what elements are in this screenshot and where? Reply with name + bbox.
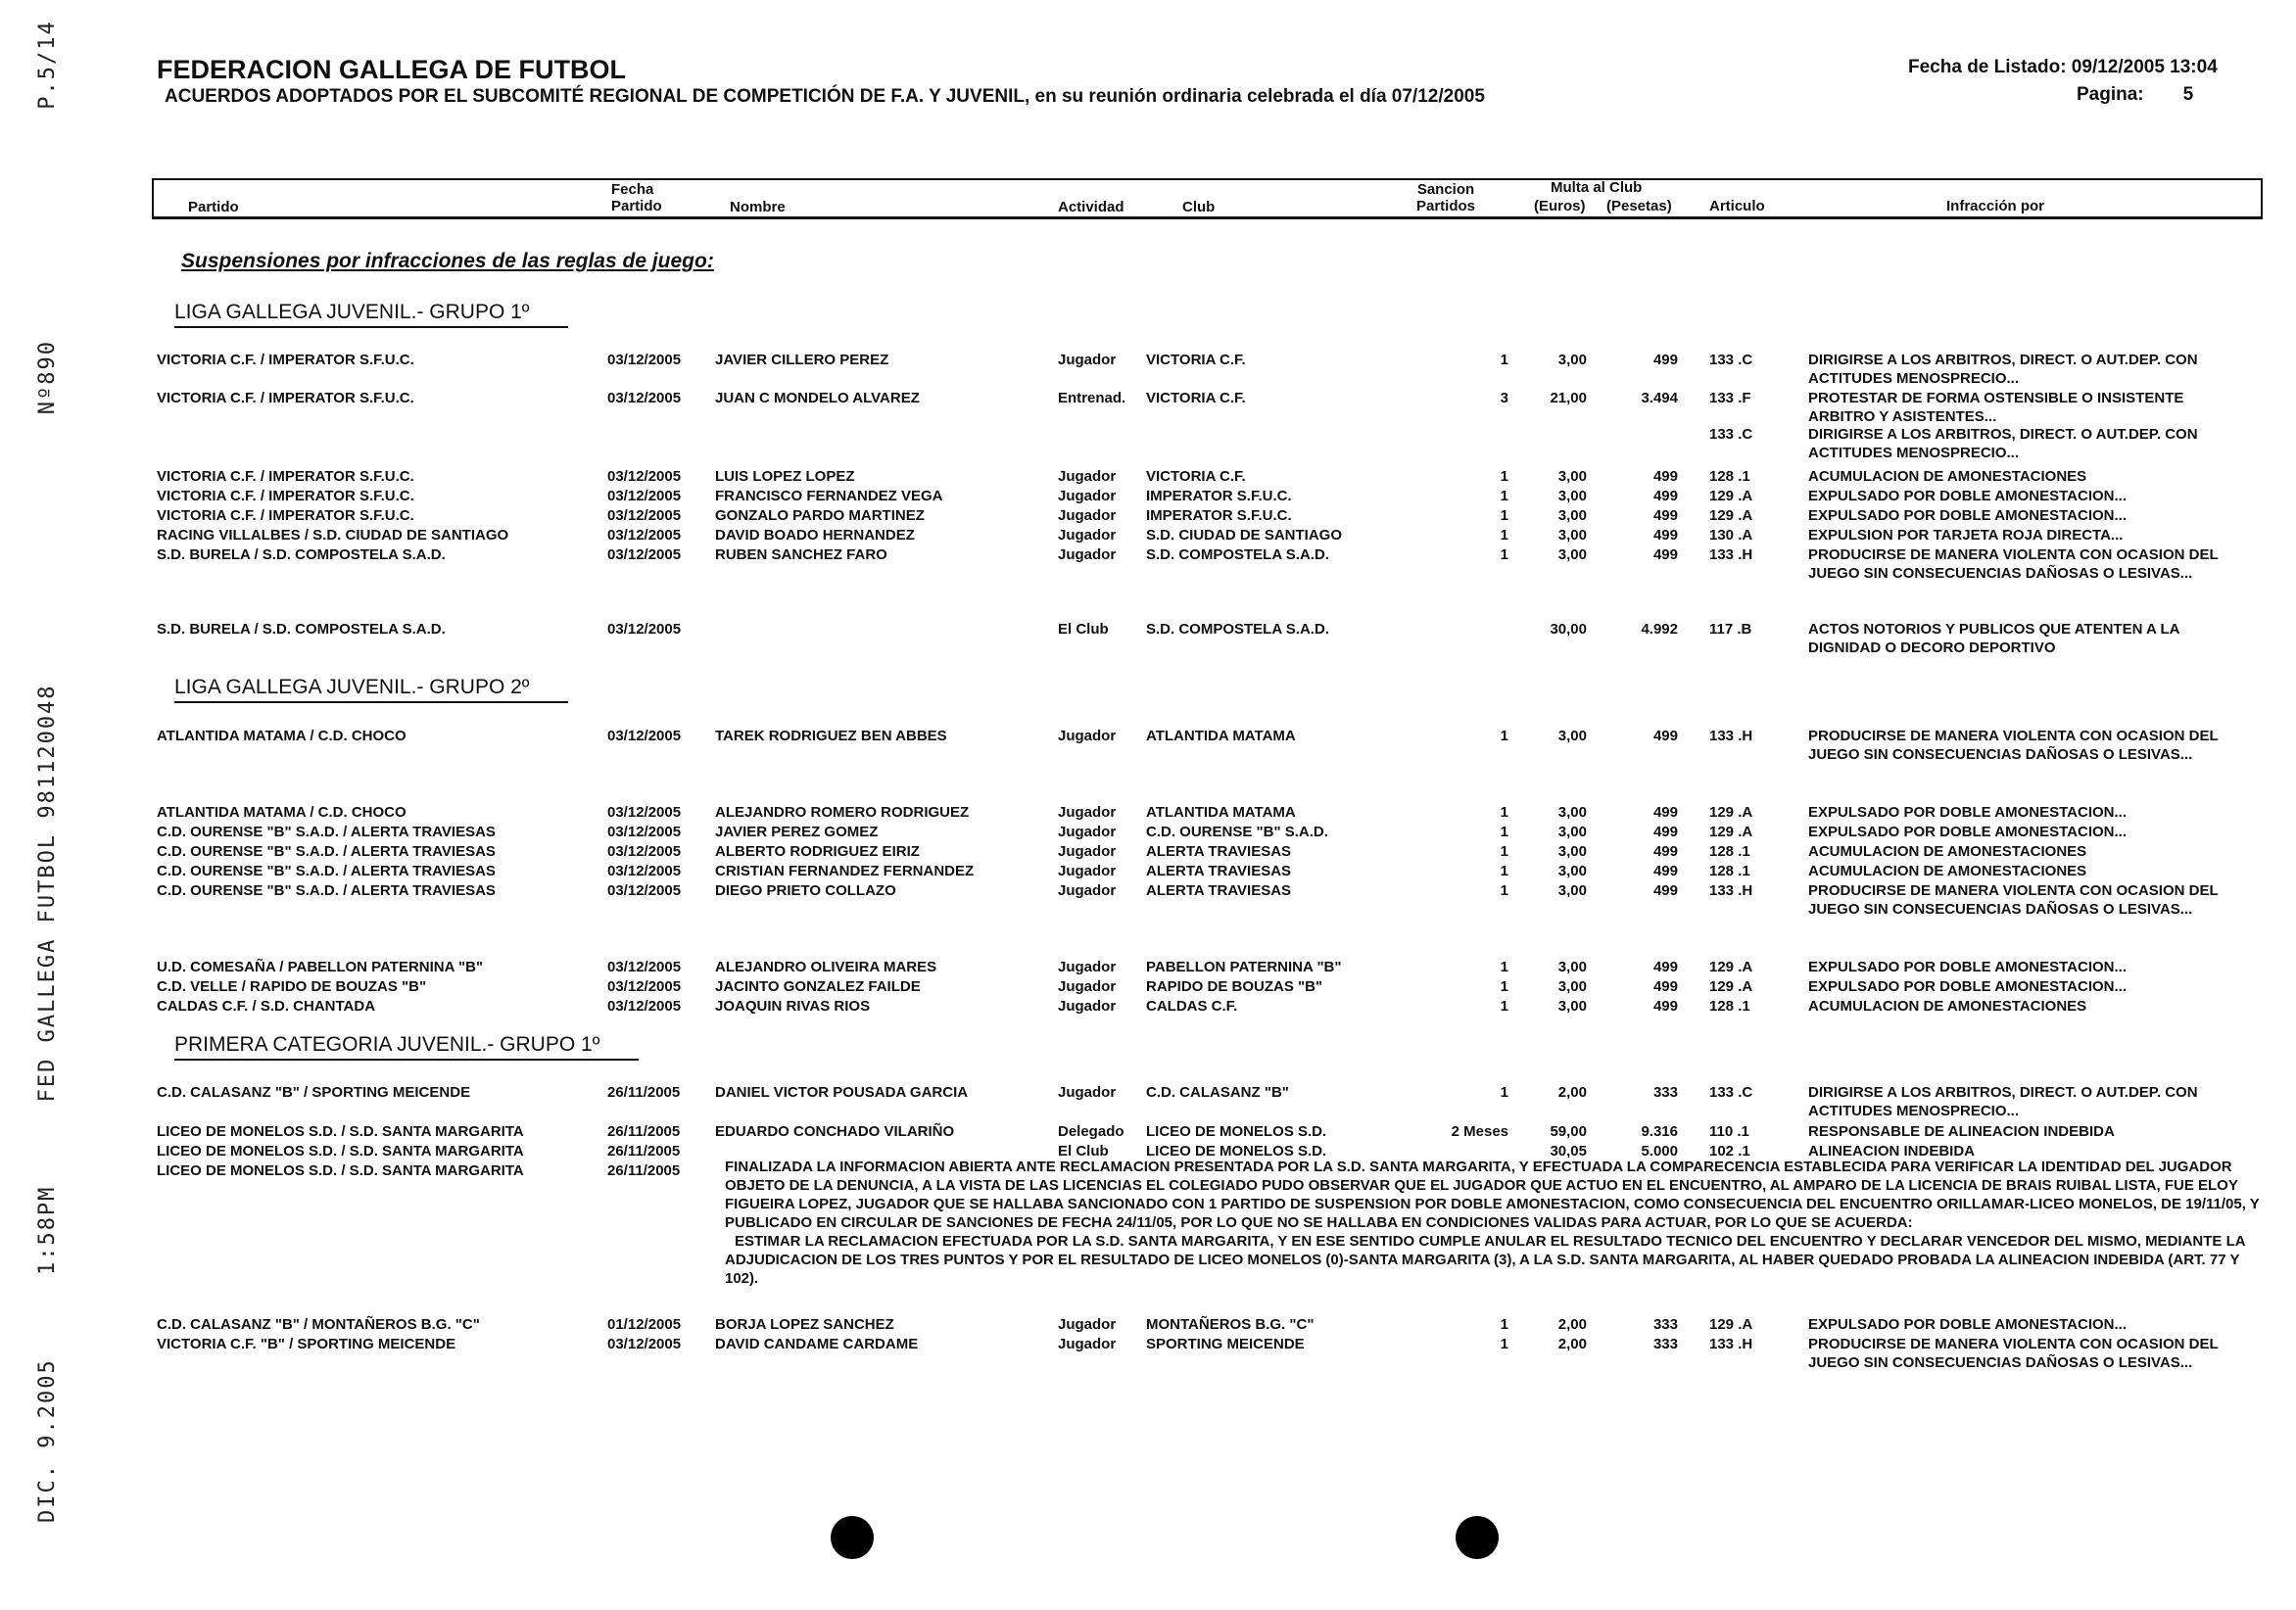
fax-number: Nº890 — [35, 339, 60, 415]
cell-articulo: 110 .1 — [1709, 1123, 1749, 1140]
col-euros: (Euros) — [1534, 198, 1586, 214]
cell-pesetas: 499 — [1652, 488, 1678, 504]
cell-infraccion: PRODUCIRSE DE MANERA VIOLENTA CON OCASION DEL JUEGO SIN CONSECUENCIAS DAÑOSAS O LESIVAS... — [1808, 728, 2219, 763]
cell-nombre: ALEJANDRO ROMERO RODRIGUEZ — [715, 804, 970, 821]
cell-sancion: 1 — [1500, 1084, 1508, 1101]
cell-sancion: 1 — [1500, 843, 1508, 860]
cell-actividad: Jugador — [1058, 843, 1117, 860]
cell-sancion: 1 — [1500, 824, 1508, 840]
cell-actividad: Jugador — [1058, 863, 1117, 879]
cell-fecha: 03/12/2005 — [607, 959, 682, 975]
cell-articulo: 133 .C — [1709, 426, 1753, 443]
cell-partido: C.D. OURENSE "B" S.A.D. / ALERTA TRAVIESAS — [157, 882, 496, 899]
cell-pesetas: 4.992 — [1641, 621, 1678, 638]
cell-actividad: El Club — [1058, 1143, 1109, 1160]
col-infraccion: Infracción por — [1946, 198, 2045, 214]
cell-euros: 3,00 — [1557, 998, 1587, 1015]
cell-actividad: Jugador — [1058, 882, 1117, 899]
col-nombre: Nombre — [730, 199, 786, 215]
cell-infraccion: DIRIGIRSE A LOS ARBITROS, DIRECT. O AUT.DEP. CON ACTITUDES MENOSPRECIO... — [1808, 1084, 2198, 1119]
cell-club: S.D. COMPOSTELA S.A.D. — [1146, 546, 1329, 563]
cell-euros: 3,00 — [1557, 468, 1587, 485]
cell-actividad: Jugador — [1058, 728, 1117, 744]
col-multa: Multa al Club — [1551, 179, 1643, 196]
cell-articulo: 128 .1 — [1709, 863, 1750, 879]
cell-infraccion: PRODUCIRSE DE MANERA VIOLENTA CON OCASION DEL JUEGO SIN CONSECUENCIAS DAÑOSAS O LESIVAS... — [1808, 1336, 2219, 1371]
cell-articulo: 133 .C — [1709, 1084, 1753, 1101]
cell-partido: LICEO DE MONELOS S.D. / S.D. SANTA MARGARITA — [157, 1143, 524, 1160]
col-sancion-1: Sancion — [1416, 181, 1475, 198]
cell-pesetas: 499 — [1652, 959, 1678, 975]
cell-pesetas: 499 — [1652, 507, 1678, 524]
cell-partido: C.D. OURENSE "B" S.A.D. / ALERTA TRAVIESAS — [157, 863, 496, 879]
cell-infraccion: EXPULSADO POR DOBLE AMONESTACION... — [1808, 824, 2128, 840]
cell-sancion: 1 — [1500, 998, 1508, 1015]
cell-partido: ATLANTIDA MATAMA / C.D. CHOCO — [157, 804, 407, 821]
col-sancion — [1416, 181, 1475, 214]
cell-euros: 3,00 — [1557, 804, 1587, 821]
cell-euros: 3,00 — [1557, 882, 1587, 899]
cell-nombre: ALEJANDRO OLIVEIRA MARES — [715, 959, 937, 975]
cell-articulo: 129 .A — [1709, 488, 1753, 504]
cell-articulo: 133 .H — [1709, 882, 1753, 899]
cell-pesetas: 499 — [1652, 863, 1678, 879]
cell-partido: C.D. VELLE / RAPIDO DE BOUZAS "B" — [157, 978, 427, 995]
cell-fecha: 01/12/2005 — [607, 1316, 682, 1333]
cell-articulo: 133 .H — [1709, 546, 1753, 563]
col-club: Club — [1182, 199, 1216, 215]
cell-club: S.D. CIUDAD DE SANTIAGO — [1146, 527, 1343, 544]
cell-fecha: 03/12/2005 — [607, 468, 682, 485]
cell-sancion: 1 — [1500, 352, 1508, 368]
cell-nombre: RUBEN SANCHEZ FARO — [715, 546, 887, 563]
cell-fecha: 03/12/2005 — [607, 507, 682, 524]
cell-nombre: DANIEL VICTOR POUSADA GARCIA — [715, 1084, 969, 1101]
cell-actividad: Jugador — [1058, 527, 1117, 544]
binder-hole — [831, 1516, 874, 1559]
cell-infraccion: EXPULSADO POR DOBLE AMONESTACION... — [1808, 488, 2128, 504]
cell-articulo: 129 .A — [1709, 804, 1753, 821]
cell-partido: LICEO DE MONELOS S.D. / S.D. SANTA MARGARITA — [157, 1162, 524, 1179]
resolution-text — [725, 1158, 2263, 1288]
cell-fecha: 03/12/2005 — [607, 728, 682, 744]
cell-club: IMPERATOR S.F.U.C. — [1146, 488, 1292, 504]
cell-pesetas: 499 — [1652, 527, 1678, 544]
cell-nombre: JAVIER PEREZ GOMEZ — [715, 824, 879, 840]
cell-euros: 30,05 — [1550, 1143, 1587, 1160]
cell-pesetas: 499 — [1652, 824, 1678, 840]
cell-partido: C.D. CALASANZ "B" / MONTAÑEROS B.G. "C" — [157, 1316, 480, 1333]
cell-nombre: LUIS LOPEZ LOPEZ — [715, 468, 855, 485]
cell-articulo: 133 .F — [1709, 390, 1751, 406]
cell-infraccion: ACUMULACION DE AMONESTACIONES — [1808, 843, 2087, 860]
cell-nombre: DAVID BOADO HERNANDEZ — [715, 527, 915, 544]
cell-fecha: 03/12/2005 — [607, 390, 682, 406]
cell-sancion: 1 — [1500, 1316, 1508, 1333]
cell-infraccion: EXPULSADO POR DOBLE AMONESTACION... — [1808, 507, 2128, 524]
cell-euros: 3,00 — [1557, 978, 1587, 995]
cell-sancion: 1 — [1500, 863, 1508, 879]
cell-infraccion: EXPULSION POR TARJETA ROJA DIRECTA... — [1808, 527, 2124, 544]
cell-actividad: Jugador — [1058, 998, 1117, 1015]
cell-articulo: 129 .A — [1709, 824, 1753, 840]
cell-actividad: Jugador — [1058, 1084, 1117, 1101]
cell-fecha: 03/12/2005 — [607, 978, 682, 995]
cell-infraccion: ACUMULACION DE AMONESTACIONES — [1808, 998, 2087, 1015]
cell-euros: 21,00 — [1550, 390, 1587, 406]
cell-articulo: 129 .A — [1709, 507, 1753, 524]
cell-articulo: 128 .1 — [1709, 468, 1750, 485]
cell-nombre: BORJA LOPEZ SANCHEZ — [715, 1316, 894, 1333]
cell-fecha: 03/12/2005 — [607, 527, 682, 544]
cell-actividad: Jugador — [1058, 1316, 1117, 1333]
cell-pesetas: 333 — [1652, 1336, 1678, 1352]
cell-nombre: EDUARDO CONCHADO VILARIÑO — [715, 1123, 955, 1140]
cell-fecha: 03/12/2005 — [607, 488, 682, 504]
cell-articulo: 130 .A — [1709, 527, 1753, 544]
cell-nombre: TAREK RODRIGUEZ BEN ABBES — [715, 728, 947, 744]
cell-partido: VICTORIA C.F. "B" / SPORTING MEICENDE — [157, 1336, 456, 1352]
cell-partido: RACING VILLALBES / S.D. CIUDAD DE SANTIAGO — [157, 527, 509, 544]
cell-infraccion: EXPULSADO POR DOBLE AMONESTACION... — [1808, 1316, 2128, 1333]
cell-nombre: JUAN C MONDELO ALVAREZ — [715, 390, 920, 406]
page-number — [2077, 84, 2193, 106]
cell-club: SPORTING MEICENDE — [1146, 1336, 1305, 1352]
cell-fecha: 03/12/2005 — [607, 352, 682, 368]
cell-club: C.D. OURENSE "B" S.A.D. — [1146, 824, 1328, 840]
cell-nombre: JOAQUIN RIVAS RIOS — [715, 998, 871, 1015]
cell-infraccion: PRODUCIRSE DE MANERA VIOLENTA CON OCASION DEL JUEGO SIN CONSECUENCIAS DAÑOSAS O LESIVAS... — [1808, 882, 2219, 918]
cell-club: RAPIDO DE BOUZAS "B" — [1146, 978, 1323, 995]
cell-sancion: 1 — [1500, 488, 1508, 504]
cell-nombre: DIEGO PRIETO COLLAZO — [715, 882, 896, 899]
cell-fecha: 03/12/2005 — [607, 998, 682, 1015]
group-title-1: LIGA GALLEGA JUVENIL.- GRUPO 1º — [174, 301, 568, 328]
cell-sancion: 1 — [1500, 978, 1508, 995]
cell-club: ALERTA TRAVIESAS — [1146, 863, 1292, 879]
cell-partido: S.D. BURELA / S.D. COMPOSTELA S.A.D. — [157, 621, 446, 638]
cell-articulo: 117 .B — [1709, 621, 1752, 638]
cell-pesetas: 499 — [1652, 546, 1678, 563]
page-label: Pagina: — [2077, 84, 2144, 105]
cell-sancion: 2 Meses — [1451, 1123, 1508, 1140]
col-fecha — [611, 181, 662, 214]
cell-partido: CALDAS C.F. / S.D. CHANTADA — [157, 998, 376, 1015]
resolution-paragraph-2: ESTIMAR LA RECLAMACION EFECTUADA POR LA S.D. SANTA MARGARITA, Y EN ESE SENTIDO CUMPLE ANULAR EL RESULTADO TECNICO DEL ENCUENTRO Y DECLARAR VENCEDOR DEL MISMO, MEDIANTE LA ADJUDICACION DE LOS TRES PUNTOS Y POR EL RESULTADO DE LICEO MONELOS (0)-SANTA MARGARITA (3), A LA S.D. SANTA MARGARITA, AL HABER QUEDADO PROBADA LA ALINEACION INDEBIDA (ART. 77 Y 102). — [725, 1233, 2246, 1287]
cell-euros: 3,00 — [1557, 728, 1587, 744]
cell-club: ALERTA TRAVIESAS — [1146, 882, 1292, 899]
cell-actividad: Jugador — [1058, 824, 1117, 840]
cell-pesetas: 5.000 — [1641, 1143, 1678, 1160]
cell-partido: VICTORIA C.F. / IMPERATOR S.F.U.C. — [157, 507, 414, 524]
cell-actividad: Entrenad. — [1058, 390, 1126, 406]
col-fecha-2: Partido — [611, 198, 662, 214]
fax-sender: FED GALLEGA FUTBOL 981120048 — [35, 684, 60, 1103]
group-title-3: PRIMERA CATEGORIA JUVENIL.- GRUPO 1º — [174, 1033, 639, 1061]
cell-infraccion: DIRIGIRSE A LOS ARBITROS, DIRECT. O AUT.DEP. CON ACTITUDES MENOSPRECIO... — [1808, 426, 2198, 461]
cell-infraccion: ACTOS NOTORIOS Y PUBLICOS QUE ATENTEN A LA DIGNIDAD O DECORO DEPORTIVO — [1808, 621, 2179, 656]
listing-date: Fecha de Listado: 09/12/2005 13:04 — [1908, 57, 2218, 77]
cell-sancion: 1 — [1500, 527, 1508, 544]
cell-actividad: Jugador — [1058, 804, 1117, 821]
cell-nombre: JACINTO GONZALEZ FAILDE — [715, 978, 921, 995]
cell-club: VICTORIA C.F. — [1146, 352, 1246, 368]
cell-pesetas: 9.316 — [1641, 1123, 1678, 1140]
cell-club: LICEO DE MONELOS S.D. — [1146, 1143, 1327, 1160]
cell-partido: C.D. OURENSE "B" S.A.D. / ALERTA TRAVIESAS — [157, 824, 496, 840]
cell-club: PABELLON PATERNINA "B" — [1146, 959, 1342, 975]
cell-sancion: 1 — [1500, 882, 1508, 899]
cell-fecha: 03/12/2005 — [607, 843, 682, 860]
col-pesetas: (Pesetas) — [1606, 198, 1672, 214]
cell-infraccion: ACUMULACION DE AMONESTACIONES — [1808, 468, 2087, 485]
cell-articulo: 129 .A — [1709, 1316, 1753, 1333]
cell-sancion: 3 — [1500, 390, 1508, 406]
cell-euros: 3,00 — [1557, 527, 1587, 544]
cell-nombre: CRISTIAN FERNANDEZ FERNANDEZ — [715, 863, 975, 879]
cell-partido: VICTORIA C.F. / IMPERATOR S.F.U.C. — [157, 488, 414, 504]
cell-club: ATLANTIDA MATAMA — [1146, 804, 1296, 821]
cell-actividad: El Club — [1058, 621, 1109, 638]
document-title: FEDERACION GALLEGA DE FUTBOL — [157, 55, 626, 84]
page-value: 5 — [2182, 84, 2194, 105]
cell-partido: VICTORIA C.F. / IMPERATOR S.F.U.C. — [157, 352, 414, 368]
col-partido: Partido — [188, 199, 239, 215]
cell-fecha: 26/11/2005 — [607, 1162, 681, 1179]
cell-infraccion: EXPULSADO POR DOBLE AMONESTACION... — [1808, 804, 2128, 821]
cell-club: IMPERATOR S.F.U.C. — [1146, 507, 1292, 524]
cell-euros: 59,00 — [1550, 1123, 1587, 1140]
cell-euros: 3,00 — [1557, 507, 1587, 524]
cell-infraccion: PRODUCIRSE DE MANERA VIOLENTA CON OCASION DEL JUEGO SIN CONSECUENCIAS DAÑOSAS O LESIVAS... — [1808, 546, 2219, 582]
cell-partido: C.D. OURENSE "B" S.A.D. / ALERTA TRAVIESAS — [157, 843, 496, 860]
fax-time: 1:58PM — [35, 1185, 60, 1276]
cell-club: LICEO DE MONELOS S.D. — [1146, 1123, 1327, 1140]
cell-nombre: DAVID CANDAME CARDAME — [715, 1336, 919, 1352]
cell-sancion: 1 — [1500, 959, 1508, 975]
cell-club: ALERTA TRAVIESAS — [1146, 843, 1292, 860]
col-sancion-2: Partidos — [1416, 198, 1476, 214]
cell-pesetas: 499 — [1652, 843, 1678, 860]
cell-partido: ATLANTIDA MATAMA / C.D. CHOCO — [157, 728, 407, 744]
cell-fecha: 03/12/2005 — [607, 1336, 682, 1352]
cell-pesetas: 499 — [1652, 882, 1678, 899]
cell-actividad: Delegado — [1058, 1123, 1124, 1140]
cell-pesetas: 333 — [1652, 1084, 1678, 1101]
cell-euros: 3,00 — [1557, 546, 1587, 563]
cell-actividad: Jugador — [1058, 352, 1117, 368]
cell-infraccion: EXPULSADO POR DOBLE AMONESTACION... — [1808, 959, 2128, 975]
cell-sancion: 1 — [1500, 804, 1508, 821]
cell-partido: C.D. CALASANZ "B" / SPORTING MEICENDE — [157, 1084, 471, 1101]
cell-euros: 2,00 — [1557, 1336, 1587, 1352]
col-articulo: Articulo — [1709, 198, 1765, 214]
cell-actividad: Jugador — [1058, 978, 1117, 995]
cell-actividad: Jugador — [1058, 507, 1117, 524]
cell-infraccion: DIRIGIRSE A LOS ARBITROS, DIRECT. O AUT.DEP. CON ACTITUDES MENOSPRECIO... — [1808, 352, 2198, 387]
cell-euros: 3,00 — [1557, 824, 1587, 840]
cell-articulo: 128 .1 — [1709, 843, 1750, 860]
cell-infraccion: ALINEACION INDEBIDA — [1808, 1143, 1976, 1160]
cell-sancion: 1 — [1500, 1336, 1508, 1352]
fax-header-stamp — [35, 20, 60, 1523]
section-title: Suspensiones por infracciones de las reglas de juego: — [181, 250, 714, 272]
cell-pesetas: 499 — [1652, 468, 1678, 485]
cell-euros: 3,00 — [1557, 843, 1587, 860]
cell-sancion: 1 — [1500, 728, 1508, 744]
cell-articulo: 133 .H — [1709, 1336, 1753, 1352]
cell-fecha: 26/11/2005 — [607, 1084, 681, 1101]
cell-partido: U.D. COMESAÑA / PABELLON PATERNINA "B" — [157, 959, 484, 975]
cell-articulo: 129 .A — [1709, 959, 1753, 975]
cell-actividad: Jugador — [1058, 488, 1117, 504]
cell-club: VICTORIA C.F. — [1146, 468, 1246, 485]
cell-fecha: 03/12/2005 — [607, 546, 682, 563]
cell-actividad: Jugador — [1058, 959, 1117, 975]
cell-pesetas: 499 — [1652, 978, 1678, 995]
cell-actividad: Jugador — [1058, 1336, 1117, 1352]
cell-euros: 30,00 — [1550, 621, 1587, 638]
cell-pesetas: 333 — [1652, 1316, 1678, 1333]
cell-sancion: 1 — [1500, 468, 1508, 485]
cell-pesetas: 499 — [1652, 352, 1678, 368]
group-title-2: LIGA GALLEGA JUVENIL.- GRUPO 2º — [174, 676, 568, 703]
fax-date: DIC. 9.2005 — [35, 1358, 60, 1523]
cell-infraccion: PROTESTAR DE FORMA OSTENSIBLE O INSISTENTE ARBITRO Y ASISTENTES... — [1808, 390, 2184, 425]
cell-nombre: FRANCISCO FERNANDEZ VEGA — [715, 488, 943, 504]
cell-club: VICTORIA C.F. — [1146, 390, 1246, 406]
cell-pesetas: 499 — [1652, 728, 1678, 744]
document-subtitle: ACUERDOS ADOPTADOS POR EL SUBCOMITÉ REGIONAL DE COMPETICIÓN DE F.A. Y JUVENIL, en su reunión ordinaria celebrada el día 07/12/2005 — [165, 86, 1485, 107]
cell-fecha: 03/12/2005 — [607, 621, 682, 638]
col-fecha-1: Fecha — [611, 181, 654, 198]
cell-club: CALDAS C.F. — [1146, 998, 1238, 1015]
cell-infraccion: ACUMULACION DE AMONESTACIONES — [1808, 863, 2087, 879]
cell-articulo: 128 .1 — [1709, 998, 1750, 1015]
cell-partido: S.D. BURELA / S.D. COMPOSTELA S.A.D. — [157, 546, 446, 563]
cell-articulo: 129 .A — [1709, 978, 1753, 995]
cell-nombre: JAVIER CILLERO PEREZ — [715, 352, 889, 368]
cell-fecha: 03/12/2005 — [607, 804, 682, 821]
cell-fecha: 03/12/2005 — [607, 882, 682, 899]
cell-pesetas: 499 — [1652, 804, 1678, 821]
resolution-paragraph-1: FINALIZADA LA INFORMACION ABIERTA ANTE RECLAMACION PRESENTADA POR LA S.D. SANTA MARGARITA, Y EFECTUADA LA COMPARECENCIA ESTABLECIDA PARA VERIFICAR LA IDENTIDAD DEL JUGADOR OBJETO DE LA DENUNCIA, A LA VISTA DE LAS LICENCIAS EL COLEGIADO PUDO OBSERVAR QUE EL JUGADOR QUE ACTUO EN EL ENCUENTRO, AL AMPARO DE LA LICENCIA DE BRAIS RUIBAL LISTA, FUE ELOY FIGUEIRA LOPEZ, JUGADOR QUE SE HALLABA SANCIONADO CON 1 PARTIDO DE SUSPENSION POR DOBLE AMONESTACION, COMO CONSECUENCIA DEL ENCUENTRO ORILLAMAR-LICEO MONELOS, DE 19/11/05, Y PUBLICADO EN CIRCULAR DE SANCIONES DE FECHA 24/11/05, POR LO QUE NO SE HALLABA EN CONDICIONES VALIDAS PARA ACTUAR, POR LO QUE SE ACUERDA: — [725, 1159, 2260, 1231]
cell-club: MONTAÑEROS B.G. "C" — [1146, 1316, 1315, 1333]
binder-hole — [1456, 1516, 1499, 1559]
cell-pesetas: 3.494 — [1641, 390, 1678, 406]
cell-partido: LICEO DE MONELOS S.D. / S.D. SANTA MARGARITA — [157, 1123, 524, 1140]
cell-euros: 3,00 — [1557, 488, 1587, 504]
cell-nombre: GONZALO PARDO MARTINEZ — [715, 507, 925, 524]
cell-articulo: 133 .C — [1709, 352, 1753, 368]
cell-fecha: 03/12/2005 — [607, 824, 682, 840]
cell-club: C.D. CALASANZ "B" — [1146, 1084, 1289, 1101]
cell-articulo: 133 .H — [1709, 728, 1753, 744]
cell-actividad: Jugador — [1058, 546, 1117, 563]
cell-fecha: 26/11/2005 — [607, 1123, 681, 1140]
cell-club: S.D. COMPOSTELA S.A.D. — [1146, 621, 1329, 638]
cell-sancion: 1 — [1500, 546, 1508, 563]
cell-fecha: 03/12/2005 — [607, 863, 682, 879]
cell-euros: 3,00 — [1557, 863, 1587, 879]
cell-euros: 2,00 — [1557, 1316, 1587, 1333]
cell-sancion: 1 — [1500, 507, 1508, 524]
cell-club: ATLANTIDA MATAMA — [1146, 728, 1296, 744]
cell-infraccion: EXPULSADO POR DOBLE AMONESTACION... — [1808, 978, 2128, 995]
cell-euros: 2,00 — [1557, 1084, 1587, 1101]
cell-partido: VICTORIA C.F. / IMPERATOR S.F.U.C. — [157, 390, 414, 406]
cell-pesetas: 499 — [1652, 998, 1678, 1015]
cell-articulo: 102 .1 — [1709, 1143, 1750, 1160]
cell-euros: 3,00 — [1557, 959, 1587, 975]
col-actividad: Actividad — [1058, 199, 1124, 215]
cell-euros: 3,00 — [1557, 352, 1587, 368]
cell-fecha: 26/11/2005 — [607, 1143, 681, 1160]
fax-page: P.5/14 — [35, 20, 60, 110]
cell-actividad: Jugador — [1058, 468, 1117, 485]
cell-infraccion: RESPONSABLE DE ALINEACION INDEBIDA — [1808, 1123, 2115, 1140]
cell-nombre: ALBERTO RODRIGUEZ EIRIZ — [715, 843, 920, 860]
cell-partido: VICTORIA C.F. / IMPERATOR S.F.U.C. — [157, 468, 414, 485]
